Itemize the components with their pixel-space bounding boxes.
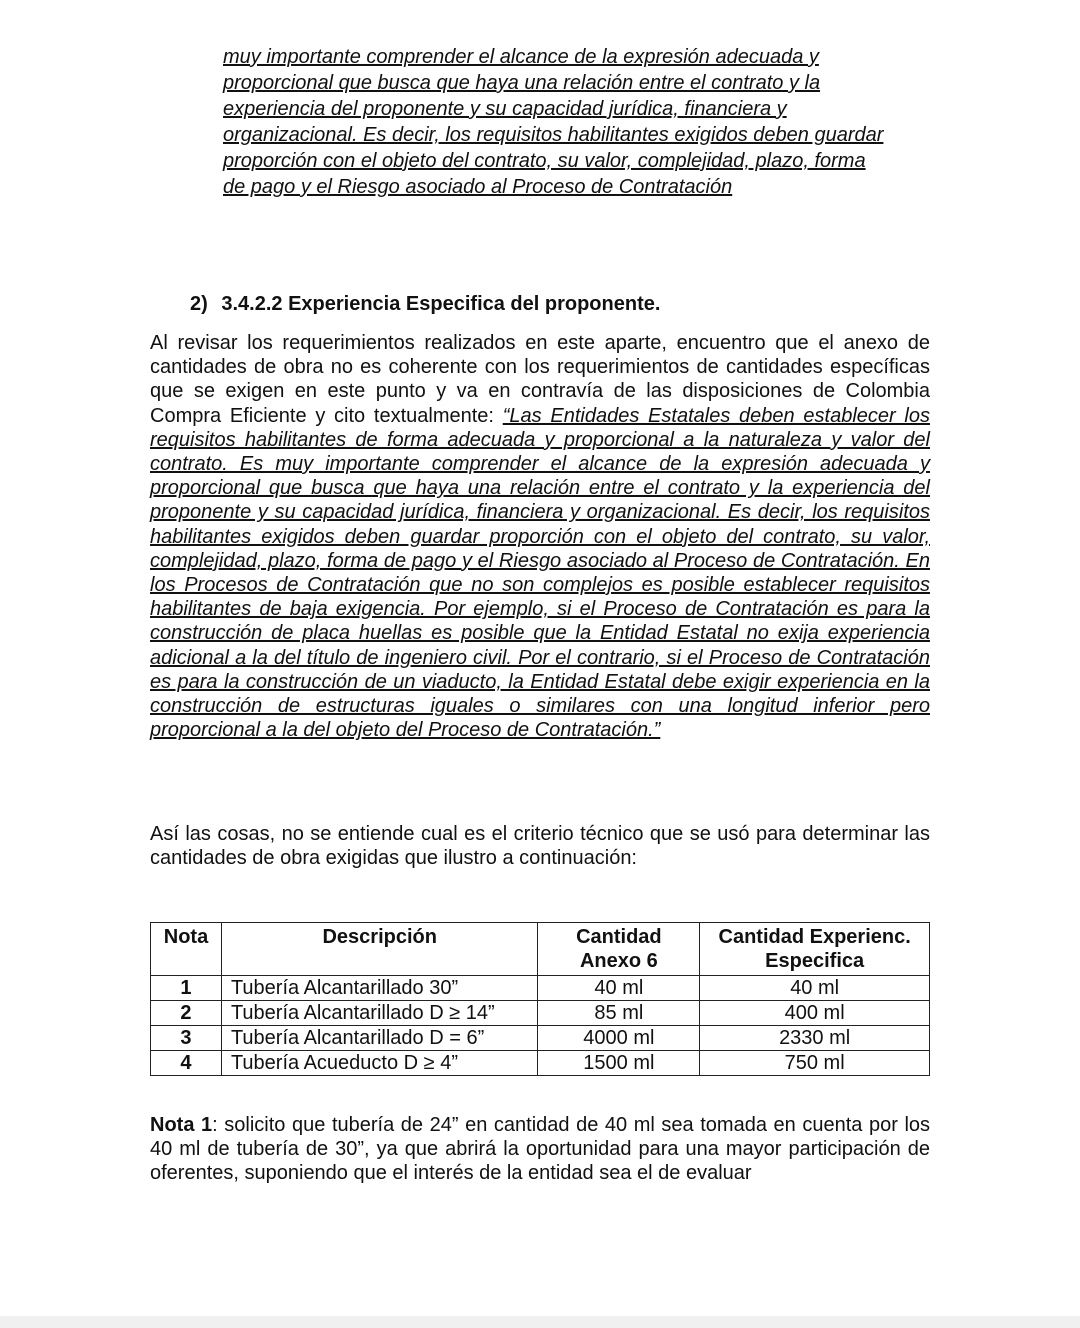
paragraph-experiencia — [150, 331, 930, 742]
header-cantidad-anexo: Cantidad Anexo 6 — [538, 923, 700, 976]
paragraph-intro: Al revisar los requerimientos realizados en este aparte, encuentro que el anexo de cantidades de obra no es coherente con los requerimientos de cantidades específicas que se exigen en este punto y va en contravía de las disposiciones de Colombia Compra Eficiente y cito textualmente: — [150, 332, 930, 427]
quoted-text: “Las Entidades Estatales deben establecer los requisitos habilitantes de forma adecuada y proporcional a la naturaleza y valor del contrato. Es muy importante comprender el alcance de la expresión adecuada y proporcional que busca que haya una relación entre el contrato y la experiencia del proponente y su capacidad jurídica, financiera y organizacional. Es decir, los requisitos habilitantes exigidos deben guardar proporción con el objeto del contrato, su valor, complejidad, plazo, forma de pago y el Riesgo asociado al Proceso de Contratación. En los Procesos de Contratación que no son complejos es posible establecer requisitos habilitantes de baja exigencia. Por ejemplo, si el Proceso de Contratación es para la construcción de placa huellas es posible que la Entidad Estatal no exija experiencia adicional a la del título de ingeniero civil. Por el contrario, si el Proceso de Contratación es para la construcción de un viaducto, la Entidad Estatal debe exigir experiencia en la construcción de estructuras iguales o similares con una longitud inferior pero proporcional a la del objeto del Proceso de Contratación.” — [150, 404, 930, 742]
table-row — [151, 1001, 930, 1026]
header-nota: Nota — [151, 923, 222, 976]
cell-anexo: 4000 ml — [538, 1026, 700, 1051]
quote-line: organizacional. Es decir, los requisitos habilitantes exigidos deben guardar — [223, 124, 884, 146]
cell-descripcion: Tubería Alcantarillado D ≥ 14” — [221, 1001, 538, 1026]
paragraph-nota-1 — [150, 1113, 930, 1186]
cell-anexo: 85 ml — [538, 1001, 700, 1026]
cell-descripcion: Tubería Alcantarillado D = 6” — [221, 1026, 538, 1051]
nota-label: Nota 1 — [150, 1114, 213, 1136]
page-bottom-strip — [0, 1316, 1080, 1328]
cell-nota: 4 — [151, 1051, 222, 1076]
cell-anexo: 40 ml — [538, 976, 700, 1001]
table-row — [151, 976, 930, 1001]
cell-experiencia: 400 ml — [700, 1001, 930, 1026]
cell-nota: 2 — [151, 1001, 222, 1026]
section-title: 3.4.2.2 Experiencia Especifica del proponente. — [221, 293, 661, 315]
paragraph-criterio: Así las cosas, no se entiende cual es el criterio técnico que se usó para determinar las cantidades de obra exigidas que ilustro a continuación: — [150, 823, 930, 870]
quote-line: proporcional que busca que haya una relación entre el contrato y la — [223, 72, 821, 94]
table-row — [151, 1051, 930, 1076]
quote-line: experiencia del proponente y su capacidad jurídica, financiera y — [223, 98, 787, 120]
table-row — [151, 1026, 930, 1051]
cell-anexo: 1500 ml — [538, 1051, 700, 1076]
cell-nota: 3 — [151, 1026, 222, 1051]
quote-line: proporción con el objeto del contrato, su valor, complejidad, plazo, forma — [223, 150, 866, 172]
header-cantidad-experiencia: Cantidad Experienc. Especifica — [700, 923, 930, 976]
cell-experiencia: 40 ml — [700, 976, 930, 1001]
cell-descripcion: Tubería Acueducto D ≥ 4” — [221, 1051, 538, 1076]
quote-line: de pago y el Riesgo asociado al Proceso de Contratación — [223, 176, 733, 198]
table-header-row — [151, 923, 930, 976]
cell-nota: 1 — [151, 976, 222, 1001]
quote-top-block — [223, 44, 929, 200]
section-number: 2) — [190, 293, 208, 315]
quantities-table — [150, 922, 930, 1076]
cell-descripcion: Tubería Alcantarillado 30” — [221, 976, 538, 1001]
section-heading — [190, 291, 660, 317]
nota-text: : solicito que tubería de 24” en cantidad de 40 ml sea tomada en cuenta por los 40 ml de tubería de 30”, ya que abrirá la oportunidad para una mayor participación de oferentes, suponiendo que el interés de la entidad sea el de evaluar — [150, 1114, 931, 1185]
cell-experiencia: 750 ml — [700, 1051, 930, 1076]
header-descripcion: Descripción — [221, 923, 538, 976]
cell-experiencia: 2330 ml — [700, 1026, 930, 1051]
quote-line: muy importante comprender el alcance de la expresión adecuada y — [223, 46, 819, 68]
